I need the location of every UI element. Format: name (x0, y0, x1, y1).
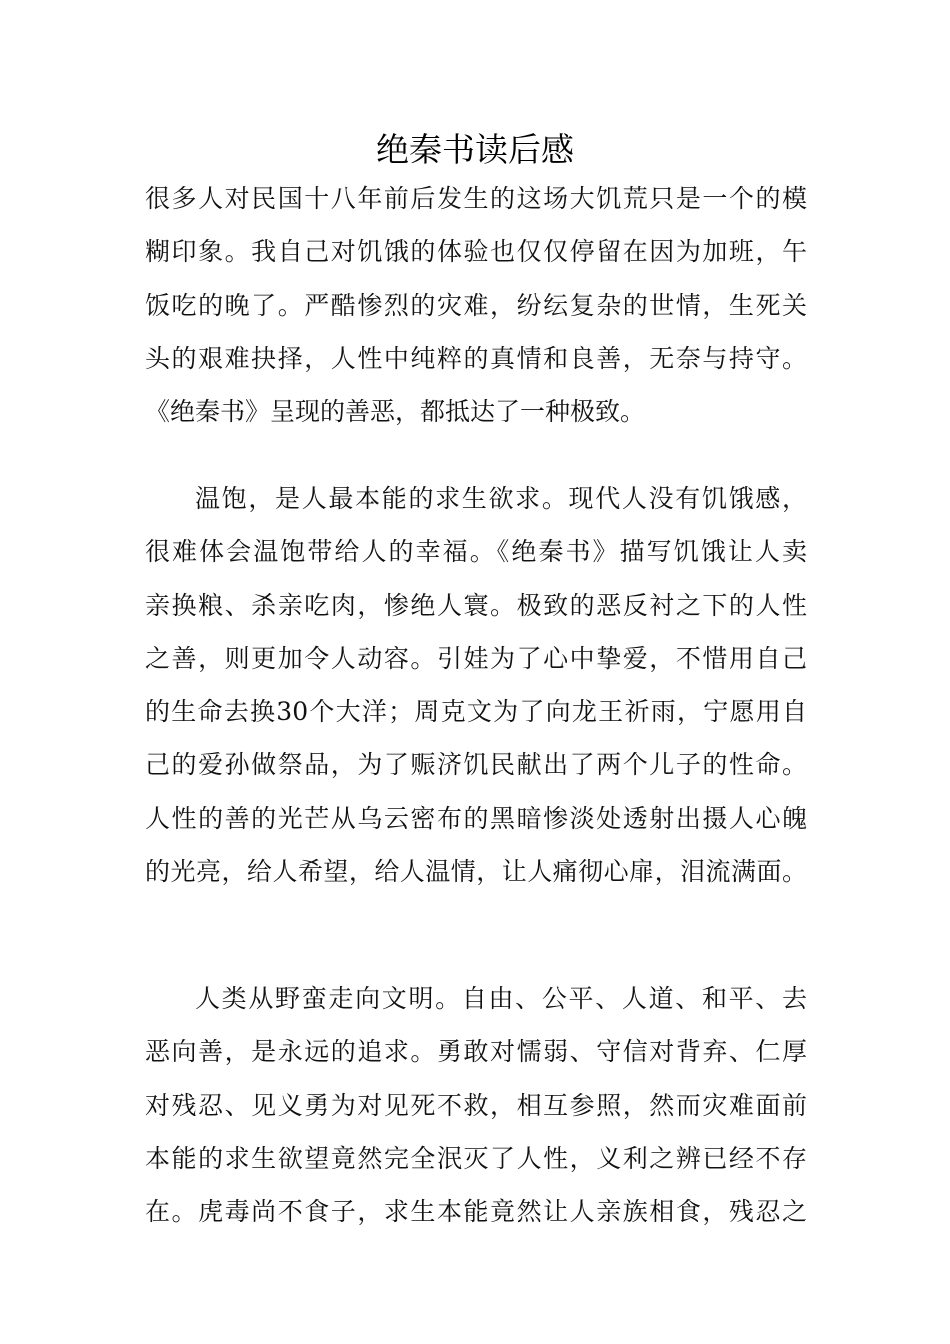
text-line: 人性的善的光芒从乌云密布的黑暗惨淡处透射出摄人心魄 (145, 803, 807, 833)
text-line: 很难体会温饱带给人的幸福。《绝秦书》描写饥饿让人卖 (145, 537, 807, 567)
text-line: 己的爱孙做祭品，为了赈济饥民献出了两个儿子的性命。 (145, 750, 807, 780)
text-line: 糊印象。我自己对饥饿的体验也仅仅停留在因为加班，午 (145, 237, 807, 267)
text-line: 亲换粮、杀亲吃肉，惨绝人寰。极致的恶反衬之下的人性 (145, 590, 807, 620)
text-line: 的生命去换30个大洋；周克文为了向龙王祈雨，宁愿用自 (145, 697, 807, 727)
paragraph-3 (145, 972, 807, 1238)
text-line: 温饱，是人最本能的求生欲求。现代人没有饥饿感， (195, 484, 807, 513)
paragraph-1 (145, 172, 807, 438)
text-line: 饭吃的晚了。严酷惨烈的灾难，纷纭复杂的世情，生死关 (145, 290, 807, 320)
text-line: 之善，则更加令人动容。引娃为了心中挚爱，不惜用自己 (145, 643, 807, 673)
text-line: 头的艰难抉择，人性中纯粹的真情和良善，无奈与持守。 (145, 343, 807, 373)
paragraph-2 (145, 472, 807, 898)
text-line: 很多人对民国十八年前后发生的这场大饥荒只是一个的模 (145, 184, 807, 213)
text-line: 在。虎毒尚不食子，求生本能竟然让人亲族相食，残忍之 (145, 1197, 807, 1227)
text-line: 恶向善，是永远的追求。勇敢对懦弱、守信对背弃、仁厚 (145, 1037, 807, 1067)
text-line: 人类从野蛮走向文明。自由、公平、人道、和平、去 (195, 984, 807, 1013)
text-line: 本能的求生欲望竟然完全泯灭了人性，义利之辨已经不存 (145, 1143, 807, 1173)
document-title: 绝秦书读后感 (376, 130, 574, 169)
text-line: 对残忍、见义勇为对见死不救，相互参照，然而灾难面前 (145, 1090, 807, 1120)
text-line: 《绝秦书》呈现的善恶，都抵达了一种极致。 (145, 397, 646, 427)
text-line: 的光亮，给人希望，给人温情，让人痛彻心扉，泪流满面。 (145, 857, 807, 887)
